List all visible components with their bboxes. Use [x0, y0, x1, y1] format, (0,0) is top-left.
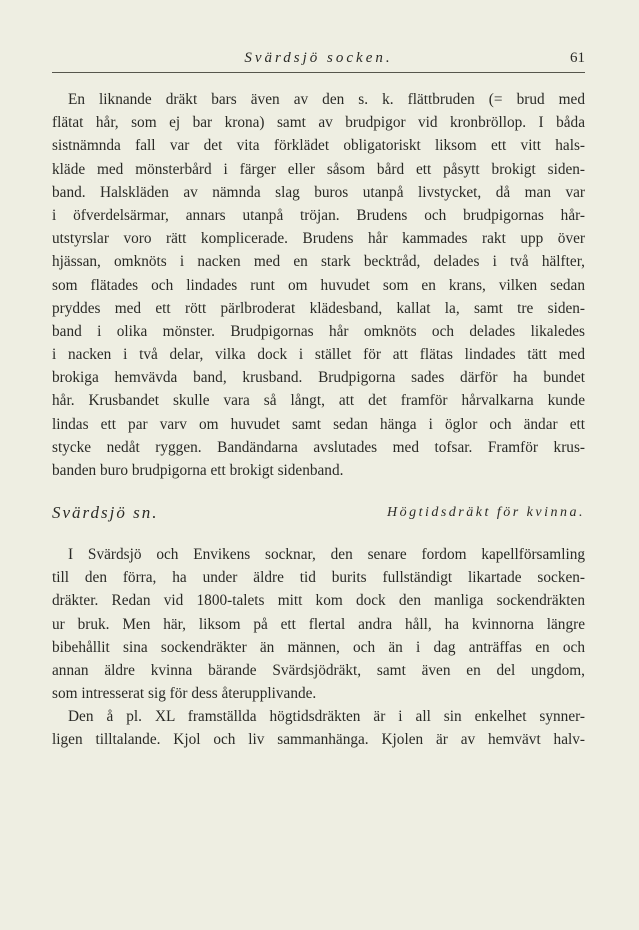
- text-line: band. Halskläden av nämnda slag buros utanpå livstycket, då man var: [52, 183, 585, 201]
- running-header: [52, 48, 585, 70]
- text-line: annan äldre kvinna bärande Svärdsjödräkt, samt även en del ungdom,: [52, 661, 585, 679]
- paragraph-parish-costume: [52, 543, 585, 705]
- paragraph-bridal-dress: [52, 88, 585, 482]
- text-line: banden buro brudpigorna ett brokigt sidenband.: [52, 462, 344, 479]
- text-line: ligen tilltalande. Kjol och liv sammanhänga. Kjolen är av hemvävt halv-: [52, 731, 585, 749]
- text-line: I Svärdsjö och Envikens socknar, den senare fordom kapellförsamling: [68, 546, 585, 563]
- text-line: band i olika mönster. Brudpigornas hår omknöts och delades likaledes: [52, 322, 585, 340]
- text-line: dräkter. Redan vid 1800-talets mitt kom dock den manliga sockendräkten: [52, 592, 585, 610]
- text-line: hjässan, omknöts i nacken med en stark becktråd, delades i två hälfter,: [52, 253, 585, 271]
- text-line: flätat hår, som ej bar krona) samt av brudpigor vid kronbröllop. I båda: [52, 114, 585, 132]
- text-line: hår. Krusbandet skulle vara så långt, att det framför hårvalkarna kunde: [52, 392, 585, 410]
- text-line: bibehållit sina sockendräkter än männen, och än i dag anträffas en och: [52, 638, 585, 656]
- text-line: som intresserat sig för dess återupplivande.: [52, 685, 317, 703]
- section-parish: Svärdsjö sn.: [52, 503, 159, 522]
- text-line: kläde med mönsterbård i färger eller såsom bård ett påsytt brokigt siden-: [52, 160, 585, 178]
- text-line: sistnämnda fall var det vita förklädet obligatoriskt liksom ett vitt hals-: [52, 137, 585, 155]
- text-line: som flätades och lindades runt om huvudet som en krans, vilken sedan: [52, 276, 585, 294]
- section-subject: Högtidsdräkt för kvinna.: [386, 505, 585, 520]
- text-line: till den förra, ha under äldre tid burits fullständigt likartade socken-: [52, 569, 585, 587]
- paragraph-festive-dress: [52, 705, 585, 751]
- text-line: brokiga hemvävda band, krusband. Brudpigorna sades därför ha bundet: [52, 369, 585, 387]
- text-line: En liknande dräkt bars även av den s. k. flättbruden (= brud med: [68, 91, 585, 108]
- text-line: i nacken i två delar, vilka dock i stället för att flätas lindades tätt med: [52, 346, 585, 364]
- text-line: i öfverdelsärmar, annars utanpå tröjan. Brudens och brudpigornas hår-: [52, 206, 585, 224]
- section-heading: [52, 503, 585, 525]
- text-line: pryddes med ett rött pärlbroderat klädesband, kallat la, samt tre siden-: [52, 299, 585, 317]
- header-title: Svärdsjö socken.: [244, 50, 393, 66]
- header-divider: [52, 72, 585, 73]
- text-line: utstyrslar voro rätt komplicerade. Brudens hår kammades rakt upp över: [52, 230, 585, 248]
- text-line: lindas ett par varv om huvudet samt sedan hänga i öglor och ändar ett: [52, 415, 585, 433]
- text-line: stycke nedåt ryggen. Bandändarna avslutades med tofsar. Framför krus-: [52, 438, 585, 456]
- text-line: Den å pl. XL framställda högtidsdräkten är i all sin enkelhet synner-: [68, 708, 585, 725]
- text-line: ur bruk. Men här, liksom på ett flertal andra håll, ha kvinnorna längre: [52, 615, 585, 633]
- page-number: 61: [570, 50, 585, 66]
